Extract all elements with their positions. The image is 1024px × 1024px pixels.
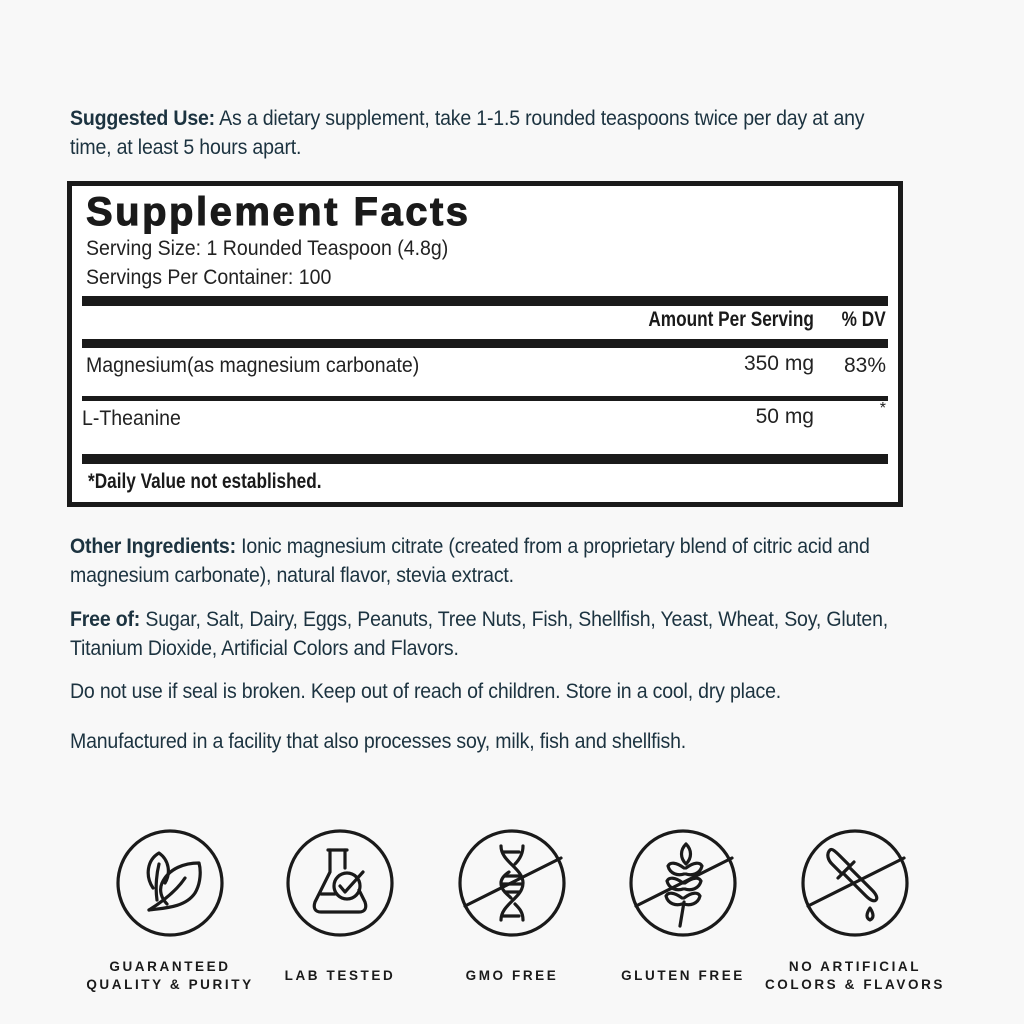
- warning-text: Do not use if seal is broken. Keep out of reach of children. Store in a cool, dry place.: [70, 680, 781, 703]
- other-ingredients-label: Other Ingredients:: [70, 535, 236, 558]
- supplement-facts-title: Supplement Facts: [86, 190, 471, 234]
- manufactured-note: Manufactured in a facility that also processes soy, milk, fish and shellfish.: [70, 730, 686, 753]
- dropper-crossed-icon: [800, 828, 910, 938]
- free-of-text: Sugar, Salt, Dairy, Eggs, Peanuts, Tree Nuts, Fish, Shellfish, Yeast, Wheat, Soy, Gluten, Titanium Dioxide, Artificial Colors and Flavors.: [70, 608, 888, 660]
- nutrient-dv: 83%: [843, 354, 886, 377]
- dna-crossed-icon: [457, 828, 567, 938]
- badge-label: GMO FREE: [465, 968, 559, 983]
- nutrient-name: Magnesium(as magnesium carbonate): [86, 354, 420, 377]
- badge-lab-tested: [240, 828, 440, 985]
- dv-header: % DV: [841, 308, 886, 331]
- other-ingredients-text: Ionic magnesium citrate (created from a proprietary blend of citric acid and magnesium carbonate), natural flavor, stevia extract.: [70, 535, 870, 587]
- servings-per-container: Servings Per Container: 100: [86, 266, 332, 289]
- badge-row: [0, 828, 1024, 1008]
- amount-per-serving-header: Amount Per Serving: [648, 308, 814, 331]
- suggested-use-label: Suggested Use:: [70, 107, 215, 130]
- nutrient-amount: 350 mg: [743, 352, 814, 375]
- other-ingredients: [70, 532, 935, 590]
- free-of: [70, 605, 954, 663]
- badge-label: GUARANTEED QUALITY & PURITY: [86, 959, 254, 992]
- badge-label: LAB TESTED: [284, 968, 396, 983]
- suggested-use-text: As a dietary supplement, take 1-1.5 rounded teaspoons twice per day at any time, at least 5 hours apart.: [70, 107, 865, 159]
- nutrient-dv: *: [879, 400, 886, 417]
- badge-gmo-free: [412, 828, 612, 985]
- flask-check-icon: [285, 828, 395, 938]
- wheat-crossed-icon: [628, 828, 738, 938]
- badge-no-artificial: [755, 828, 955, 994]
- header-divider: [82, 339, 888, 348]
- badge-label: GLUTEN FREE: [621, 968, 745, 983]
- supplement-facts-panel: [67, 181, 903, 507]
- serving-size: Serving Size: 1 Rounded Teaspoon (4.8g): [86, 237, 449, 260]
- nutrient-name: L-Theanine: [82, 407, 181, 430]
- daily-value-footnote: *Daily Value not established.: [88, 470, 322, 493]
- row-divider: [82, 396, 888, 401]
- free-of-label: Free of:: [70, 608, 141, 631]
- leaf-icon: [115, 828, 225, 938]
- badge-label: NO ARTIFICIAL COLORS & FLAVORS: [764, 959, 946, 992]
- thick-divider: [82, 296, 888, 306]
- thick-divider: [82, 454, 888, 464]
- badge-gluten-free: [583, 828, 783, 985]
- suggested-use: [70, 104, 907, 162]
- nutrient-amount: 50 mg: [755, 405, 814, 428]
